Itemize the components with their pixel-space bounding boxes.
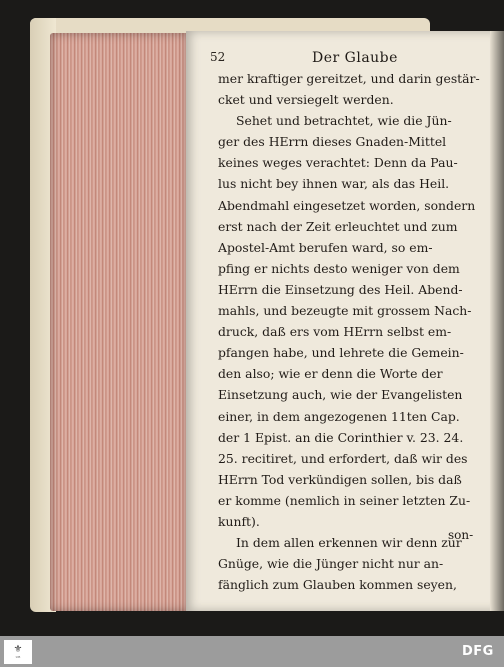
text-line: kunft). xyxy=(218,513,260,529)
text-line: Sehet und betrachtet, wie die Jün- xyxy=(236,113,452,129)
library-logo xyxy=(4,640,32,664)
page-block-edge xyxy=(50,33,188,611)
text-line: mer kraftiger gereitzet, und darin gestär- xyxy=(218,71,480,86)
text-line: pfing er nichts desto weniger von dem xyxy=(218,260,460,276)
viewer-footer xyxy=(0,636,504,667)
text-line: In dem allen erkennen wir denn zur xyxy=(236,535,462,551)
page-number: 52 xyxy=(210,50,226,64)
text-block xyxy=(218,68,480,595)
page-gutter-shadow xyxy=(490,31,504,611)
text-line: HErrn Tod verkündigen sollen, bis daß xyxy=(218,471,462,487)
text-line: druck, daß ers vom HErrn selbst em- xyxy=(218,324,452,340)
text-line: der 1 Epist. an die Corinthier v. 23. 24. xyxy=(218,429,464,445)
dfg-logo: DFG xyxy=(462,644,494,659)
text-line: fänglich zum Glauben kommen seyen, xyxy=(218,577,457,593)
text-line: Gnüge, wie die Jünger nicht nur an- xyxy=(218,556,444,572)
text-line: Apostel-Amt berufen ward, so em- xyxy=(218,239,433,255)
text-line: pfangen habe, und lehrete die Gemein- xyxy=(218,345,464,361)
text-line: er komme (nemlich in seiner letzten Zu- xyxy=(218,492,471,508)
text-line: lus nicht bey ihnen war, als das Heil. xyxy=(218,176,450,192)
text-line: den also; wie er denn die Worte der xyxy=(218,366,443,382)
text-line: ger des HErrn dieses Gnaden-Mittel xyxy=(218,134,447,150)
text-line: keines weges verachtet: Denn da Pau- xyxy=(218,155,458,171)
text-line: HErrn die Einsetzung des Heil. Abend- xyxy=(218,281,463,297)
text-line: cket und versiegelt werden. xyxy=(218,92,394,108)
text-line: Abendmahl eingesetzet worden, sondern xyxy=(218,197,476,213)
library-emblem-icon: ⚜ xyxy=(13,644,23,655)
library-logo-text: UB xyxy=(15,655,21,659)
text-line: 25. recitiret, und erfordert, daß wir des xyxy=(218,450,468,466)
text-line: erst nach der Zeit erleuchtet und zum xyxy=(218,218,458,234)
text-line: mahls, und bezeugte mit grossem Nach- xyxy=(218,303,472,319)
catchword: son- xyxy=(448,528,474,542)
text-line: einer, in dem angezogenen 11ten Cap. xyxy=(218,408,460,424)
text-line: Einsetzung auch, wie der Evangelisten xyxy=(218,387,463,403)
running-head: Der Glaube xyxy=(312,50,398,66)
